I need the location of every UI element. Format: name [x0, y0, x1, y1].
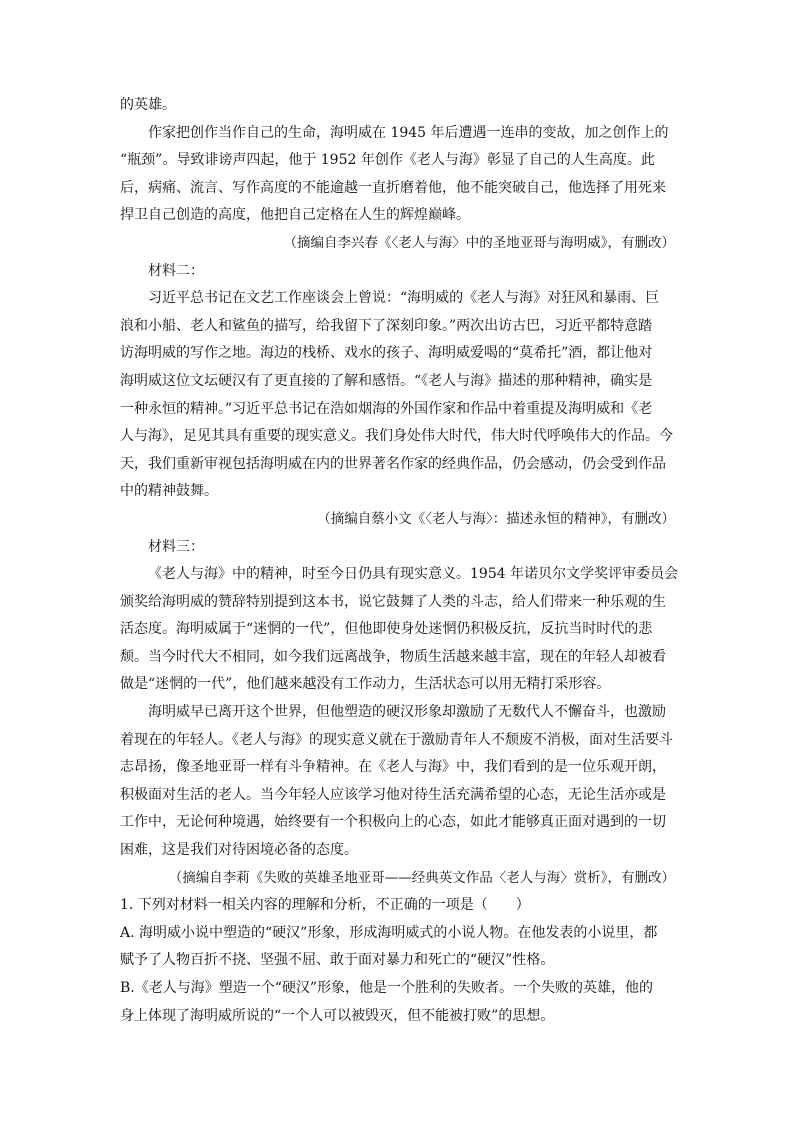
question-1: 1. 下列对材料一相关内容的理解和分析，不正确的一项是（ ）: [120, 897, 530, 914]
text-line: 捍卫自己创造的高度，他把自己定格在人生的辉煌巅峰。: [120, 207, 470, 224]
text-line: 一种永恒的精神。”习近平总书记在浩如烟海的外国作家和作品中着重提及海明威和《老: [120, 400, 653, 417]
material2-heading: 材料二：: [148, 262, 204, 279]
option-a: [120, 920, 675, 975]
text-line: 身上体现了海明威所说的“一个人可以被毁灭，但不能被打败”的思想。: [120, 1007, 555, 1024]
text-line: 浪和小船、老人和鲨鱼的描写，给我留下了深刻印象。”两次出访古巴，习近平都特意踏: [120, 317, 653, 334]
material2-paragraph: [120, 285, 675, 506]
text-line: 习近平总书记在文艺工作座谈会上曾说：“海明威的《老人与海》对狂风和暴雨、巨: [148, 290, 660, 307]
option-b: [120, 975, 675, 1030]
text-line: 访海明威的写作之地。海边的栈桥、戏水的孩子、海明威爱喝的“莫希托”酒，都让他对: [120, 345, 653, 362]
text-line: 海明威这位文坛硬汉有了更直接的了解和感悟。“《老人与海》描述的那种精神，确实是: [120, 372, 653, 389]
text-line: 作家把创作当作自己的生命，海明威在 1945 年后遭遇一连串的变故，加之创作上的: [148, 124, 669, 141]
material1-tail: 的英雄。: [120, 97, 176, 113]
text-line: 海明威早已离开这个世界，但他塑造的硬汉形象却激励了无数代人不懈奋斗，也激励: [148, 704, 666, 721]
text-line: 积极面对生活的老人。当今年轻人应该学习他对待生活充满希望的心态，无论生活亦或是: [120, 786, 666, 803]
source-citation-1: （摘编自李兴春《〈老人与海〉中的圣地亚哥与海明威》，有删改）: [283, 234, 675, 251]
material3-paragraph-2: [120, 699, 675, 865]
text-line: 颓。当今时代大不相同，如今我们远离战争，物质生活越来越丰富，现在的年轻人却被看: [120, 648, 666, 665]
text-line: 《老人与海》中的精神，时至今日仍具有现实意义。1954 年诺贝尔文学奖评审委员会: [148, 566, 679, 583]
material3-heading: 材料三：: [148, 538, 204, 555]
text-line: A. 海明威小说中塑造的“硬汉”形象，形成海明威式的小说人物。在他发表的小说里，都: [120, 924, 658, 941]
document-page: [120, 92, 679, 1030]
text-line: 天，我们重新审视包括海明威在内的世界著名作家的经典作品，仍会感动，仍会受到作品: [120, 455, 666, 472]
text-line: 做是“迷惘的一代”，他们越来越没有工作动力，生活状态可以用无精打采形容。: [120, 676, 611, 693]
text-line: 活态度。海明威属于“迷惘的一代”，但他即使身处迷惘仍积极反抗，反抗当时时代的悲: [120, 621, 653, 638]
text-line: 后，病痛、流言、写作高度的不能逾越一直折磨着他，他不能突破自己，他选择了用死来: [120, 179, 666, 196]
text-line: 赋予了人物百折不挠、坚强不屈、敢于面对暴力和死亡的“硬汉”性格。: [120, 952, 555, 969]
source-citation-2: （摘编自蔡小文《〈老人与海〉：描述永恒的精神》，有删改）: [317, 510, 675, 527]
text-line: 工作中，无论何种境遇，始终要有一个积极向上的心态，如此才能够真正面对遇到的一切: [120, 814, 666, 831]
source-citation-3: （摘编自李莉《失败的英雄圣地亚哥——经典英文作品〈老人与海〉赏析》，有删改）: [168, 869, 675, 886]
text-line: 困难，这是我们对待困境必备的态度。: [120, 842, 358, 859]
text-line: “瓶颈”。导致诽谤声四起，他于 1952 年创作《老人与海》彰显了自己的人生高度。此: [120, 152, 655, 169]
text-line: B.《老人与海》塑造一个“硬汉”形象，他是一个胜利的失败者。一个失败的英雄，他的: [120, 980, 654, 996]
text-line: 志昂扬，像圣地亚哥一样有斗争精神。在《老人与海》中，我们看到的是一位乐观开朗，: [120, 759, 666, 776]
text-line: 中的精神鼓舞。: [120, 483, 218, 500]
material1-paragraph-2: [120, 120, 675, 230]
text-line: 着现在的年轻人。《老人与海》的现实意义就在于激励青年人不颓废不消极，面对生活要斗: [120, 731, 673, 748]
material3-paragraph-1: [120, 561, 679, 699]
text-line: 颁奖给海明威的赞辞特别提到这本书，说它鼓舞了人类的斗志，给人们带来一种乐观的生: [120, 593, 666, 610]
text-line: 人与海》，足见其具有重要的现实意义。我们身处伟大时代，伟大时代呼唤伟大的作品。今: [120, 428, 673, 445]
